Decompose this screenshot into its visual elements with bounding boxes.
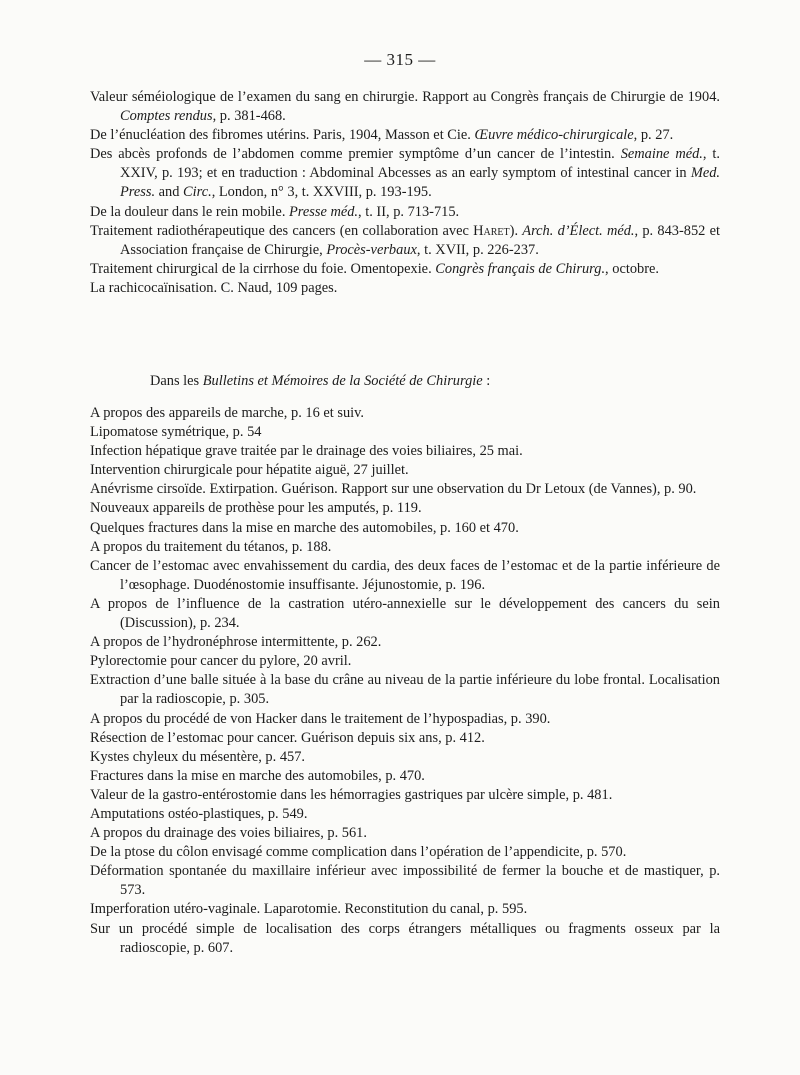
entry-text: Valeur de la gastro-entérostomie dans les hémorragies gastriques par ulcère simple, p. 481. [90, 786, 613, 803]
entry-text: Kystes chyleux du mésentère, p. 457. [90, 748, 306, 765]
entry-text: Amputations ostéo-plastiques, p. 549. [90, 805, 308, 822]
entry-text: A propos des appareils de marche, p. 16 et suiv. [90, 405, 365, 421]
entry-text: A propos du procédé de von Hacker dans le traitement de l’hypospadias, p. 390. [90, 710, 551, 727]
entry-text: Résection de l’estomac pour cancer. Guérison depuis six ans, p. 412. [90, 729, 485, 746]
italic-text: Bulletins et Mémoires de la Société de Chirurgie [202, 373, 483, 389]
entry-text: Valeur séméiologique de l’examen du sang en chirurgie. Rapport au Congrès français de Chirurgie de 1904. [90, 89, 720, 105]
entry-text: , p. 381-468. [212, 108, 286, 125]
entry-text: A propos du drainage des voies biliaires, p. 561. [90, 825, 367, 842]
entry-text: ). [509, 222, 523, 239]
entry-text: , p. 27. [633, 127, 674, 144]
bibliography-entry [90, 145, 720, 202]
entry-text: Cancer de l’estomac avec envahissement du cardia, des deux faces de l’estomac et de la partie inférieure de l’œsophage. Duodénostomie insuffisante. Jéjunostomie, p. 196. [90, 557, 720, 593]
entry-text: Imperforation utéro-vaginale. Laparotomie. Reconstitution du canal, p. 595. [90, 901, 528, 918]
bibliography-list-part2 [90, 404, 720, 958]
entry-text: Dans les [150, 373, 203, 389]
bibliography-entry [90, 748, 720, 767]
bibliography-entry [90, 920, 720, 958]
bibliography-entry [90, 595, 720, 633]
bibliography-entry [90, 824, 720, 843]
bibliography-entry [90, 279, 720, 298]
bibliography-entry [90, 88, 720, 126]
entry-text: La rachicocaïnisation. C. Naud, 109 pages. [90, 279, 338, 296]
entry-text: Sur un procédé simple de localisation des corps étrangers métalliques ou fragments osseux par la radioscopie, p. 607. [90, 920, 720, 956]
entry-text: , t. XVII, p. 226-237. [416, 241, 539, 258]
bibliography-entry [90, 671, 720, 709]
entry-text: , t. II, p. 713-715. [358, 203, 460, 220]
bibliography-entry [90, 480, 720, 499]
entry-text: Traitement radiothérapeutique des cancers (en collaboration avec [90, 222, 474, 239]
entry-text: Des abcès profonds de l’abdomen comme premier symptôme d’un cancer de l’intestin. [90, 146, 621, 163]
bibliography-list-part1 [90, 88, 720, 298]
italic-text: Congrès français de Chirurg. [435, 260, 606, 277]
italic-text: Presse méd. [289, 203, 359, 220]
entry-text: A propos de l’hydronéphrose intermittente, p. 262. [90, 634, 382, 651]
bibliography-entry [90, 805, 720, 824]
entry-text: Déformation spontanée du maxillaire inférieur avec impossibilité de fermer la bouche et de mastiquer, p. 573. [90, 863, 720, 899]
entry-text: Traitement chirurgical de la cirrhose du foie. Omentopexie. [90, 260, 436, 277]
bibliography-entry [90, 442, 720, 461]
bibliography-entry [90, 222, 720, 260]
bibliography-entry [90, 557, 720, 595]
entry-text: De la ptose du côlon envisagé comme complication dans l’opération de l’appendicite, p. 570. [90, 844, 627, 861]
entry-text: , t. XXIV, p. 193; et en traduction : Abdominal Abcesses as an early symptom of intestinal cancer in [120, 146, 720, 182]
bibliography-entry [90, 862, 720, 900]
italic-text: Œuvre médico-chirurgicale [474, 127, 634, 144]
entry-text: Fractures dans la mise en marche des automobiles, p. 470. [90, 767, 425, 784]
bibliography-entry [90, 260, 720, 279]
bibliography-entry [90, 423, 720, 442]
entry-text: : [482, 373, 491, 389]
entry-text: De la douleur dans le rein mobile. [90, 203, 290, 220]
entry-text: Lipomatose symétrique, p. 54 [90, 424, 262, 441]
italic-text: Circ. [183, 184, 212, 201]
bibliography-entry [90, 900, 720, 919]
bibliography-entry [90, 404, 720, 423]
entry-text: A propos de l’influence de la castration utéro-annexielle sur le développement des cancers du sein (Discussion), p. 234. [90, 595, 720, 632]
entry-text: Quelques fractures dans la mise en marche des automobiles, p. 160 et 470. [90, 519, 519, 536]
bibliography-entry [90, 203, 720, 222]
entry-text: A propos du traitement du tétanos, p. 188. [90, 538, 332, 555]
bibliography-entry [90, 710, 720, 729]
entry-text: Intervention chirurgicale pour hépatite aiguë, 27 juillet. [90, 462, 409, 479]
entry-text: Pylorectomie pour cancer du pylore, 20 avril. [90, 653, 352, 670]
entry-text: Infection hépatique grave traitée par le drainage des voies biliaires, 25 mai. [90, 443, 523, 460]
italic-text: Arch. d’Élect. méd. [522, 222, 635, 239]
italic-text: Semaine méd. [620, 146, 703, 163]
bibliography-entry [90, 538, 720, 557]
small-caps-text: Haret [473, 222, 510, 239]
italic-text: Comptes rendus [120, 108, 213, 125]
entry-text: , octobre. [605, 260, 659, 277]
italic-text: Med. Press. [120, 165, 720, 201]
bibliography-entry [90, 786, 720, 805]
italic-text: Procès-verbaux [326, 241, 417, 258]
entry-text: Extraction d’une balle située à la base du crâne au niveau de la partie inférieure du lobe frontal. Localisation par la radioscopie, p. 305. [90, 672, 720, 708]
bibliography-entry [90, 767, 720, 786]
bibliography-entry [90, 729, 720, 748]
bibliography-entry [90, 843, 720, 862]
bibliography-entry [90, 461, 720, 480]
entry-text: De l’énucléation des fibromes utérins. Paris, 1904, Masson et Cie. [90, 127, 475, 144]
entry-text: Nouveaux appareils de prothèse pour les amputés, p. 119. [90, 500, 422, 517]
page-number: — 315 — [364, 50, 436, 69]
entry-text: , London, n° 3, t. XXVIII, p. 193-195. [211, 184, 432, 201]
bibliography-entry [90, 652, 720, 671]
bibliography-entry [90, 519, 720, 538]
entry-text: and [155, 184, 184, 201]
bibliography-entry [90, 126, 720, 145]
bibliography-entry [90, 633, 720, 652]
entry-text: Anévrisme cirsoïde. Extirpation. Guérison. Rapport sur une observation du Dr Letoux (de Vannes), p. 90. [90, 481, 697, 498]
entry-text: , p. 843-852 et Association française de Chirurgie, [120, 222, 720, 258]
bibliography-entry [90, 499, 720, 518]
section-heading [150, 372, 750, 391]
